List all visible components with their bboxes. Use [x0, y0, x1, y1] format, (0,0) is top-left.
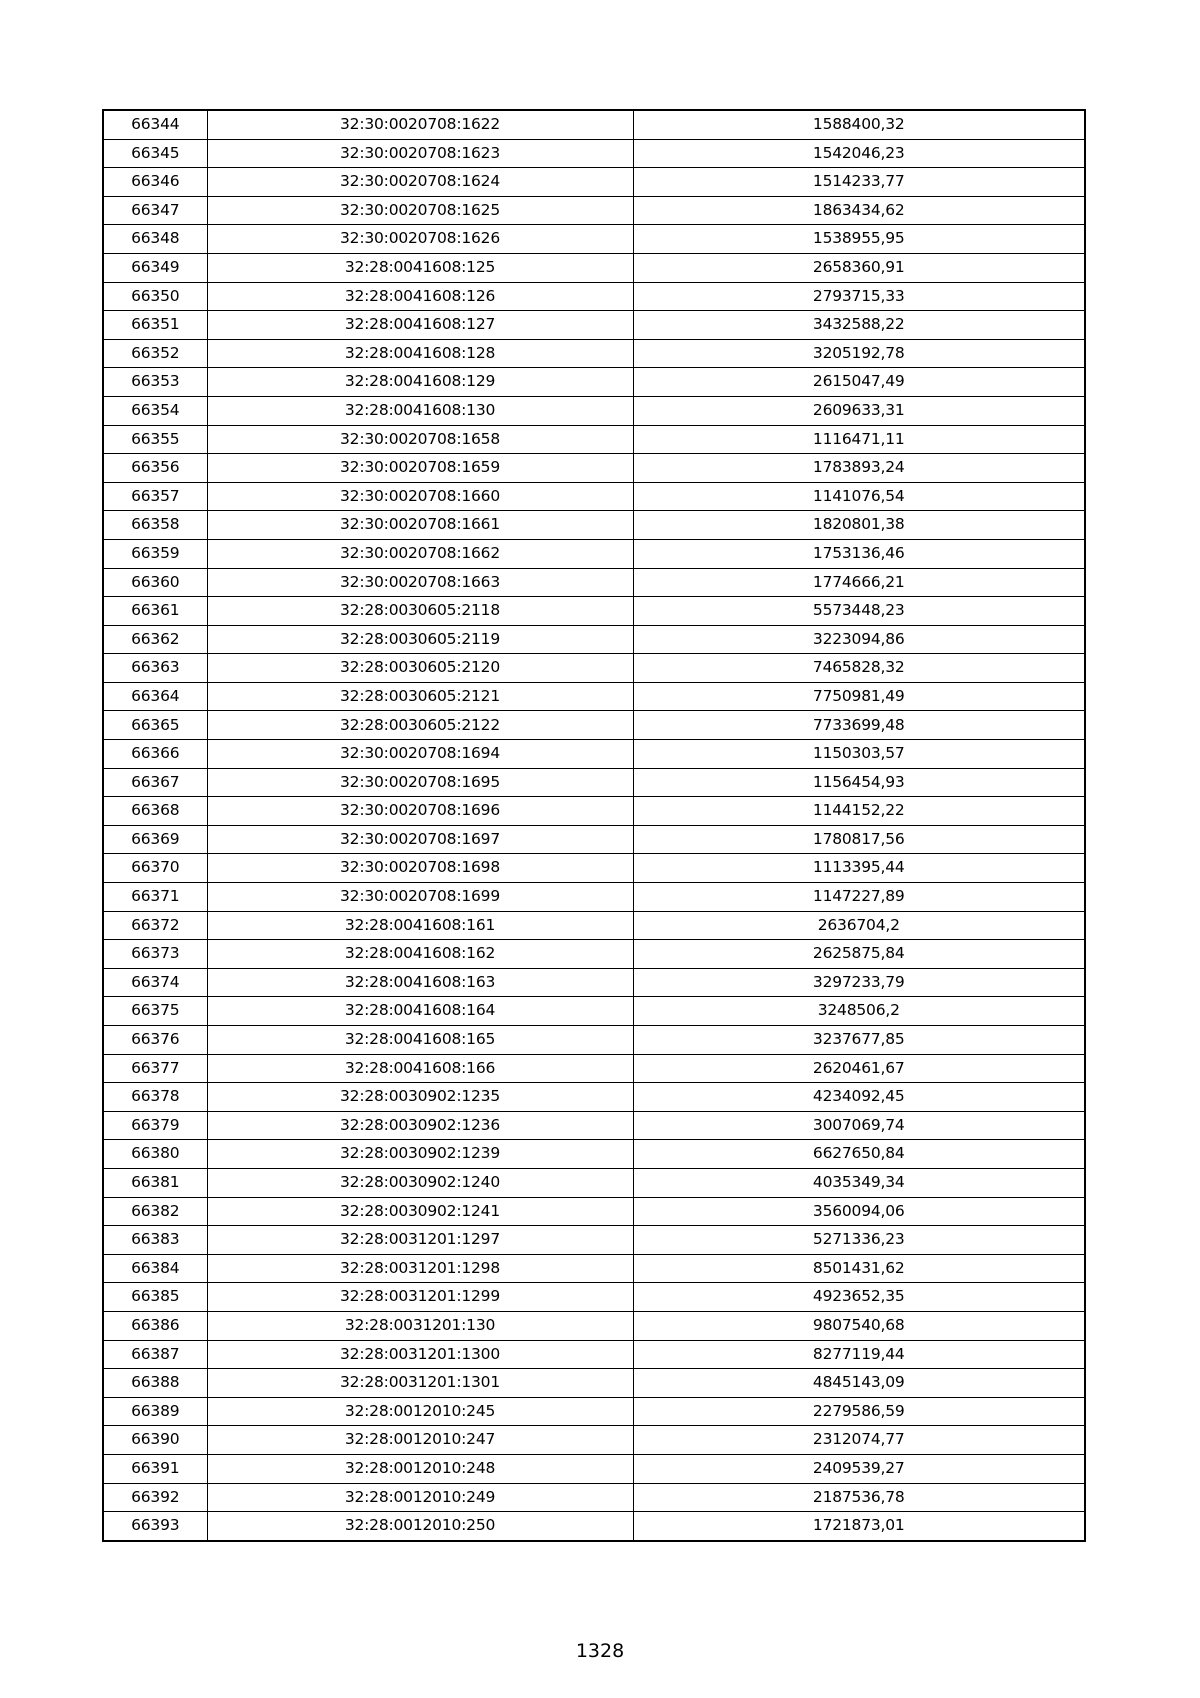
cadastral-number-cell: 32:30:0020708:1658	[207, 425, 633, 454]
table-row	[103, 1397, 1085, 1426]
value-cell: 1542046,23	[633, 139, 1085, 168]
value-cell: 8501431,62	[633, 1254, 1085, 1283]
table-row	[103, 1311, 1085, 1340]
table-row	[103, 625, 1085, 654]
value-cell: 4923652,35	[633, 1283, 1085, 1312]
cadastral-number-cell: 32:28:0012010:249	[207, 1483, 633, 1512]
value-cell: 1863434,62	[633, 196, 1085, 225]
cadastral-number-cell: 32:30:0020708:1663	[207, 568, 633, 597]
register-table	[102, 109, 1086, 1542]
value-cell: 1820801,38	[633, 511, 1085, 540]
row-number-cell: 66386	[103, 1311, 207, 1340]
row-number-cell: 66377	[103, 1054, 207, 1083]
page-number: 1328	[575, 1640, 625, 1662]
value-cell: 2620461,67	[633, 1054, 1085, 1083]
cadastral-number-cell: 32:28:0030605:2119	[207, 625, 633, 654]
value-cell: 2312074,77	[633, 1426, 1085, 1455]
cadastral-number-cell: 32:30:0020708:1661	[207, 511, 633, 540]
table-row	[103, 768, 1085, 797]
row-number-cell: 66375	[103, 997, 207, 1026]
table-row	[103, 740, 1085, 769]
table-row	[103, 854, 1085, 883]
cadastral-number-cell: 32:30:0020708:1662	[207, 539, 633, 568]
value-cell: 1753136,46	[633, 539, 1085, 568]
row-number-cell: 66359	[103, 539, 207, 568]
value-cell: 4845143,09	[633, 1369, 1085, 1398]
value-cell: 9807540,68	[633, 1311, 1085, 1340]
table-row	[103, 883, 1085, 912]
table-row	[103, 940, 1085, 969]
value-cell: 2609633,31	[633, 396, 1085, 425]
row-number-cell: 66358	[103, 511, 207, 540]
value-cell: 1144152,22	[633, 797, 1085, 826]
value-cell: 1113395,44	[633, 854, 1085, 883]
table-row	[103, 997, 1085, 1026]
row-number-cell: 66356	[103, 454, 207, 483]
row-number-cell: 66344	[103, 110, 207, 139]
row-number-cell: 66370	[103, 854, 207, 883]
cadastral-number-cell: 32:30:0020708:1625	[207, 196, 633, 225]
table-row	[103, 711, 1085, 740]
row-number-cell: 66392	[103, 1483, 207, 1512]
row-number-cell: 66368	[103, 797, 207, 826]
value-cell: 1721873,01	[633, 1512, 1085, 1541]
cadastral-number-cell: 32:28:0041608:127	[207, 311, 633, 340]
row-number-cell: 66373	[103, 940, 207, 969]
value-cell: 1588400,32	[633, 110, 1085, 139]
table-row	[103, 1512, 1085, 1541]
value-cell: 3432588,22	[633, 311, 1085, 340]
table-row	[103, 454, 1085, 483]
row-number-cell: 66345	[103, 139, 207, 168]
row-number-cell: 66389	[103, 1397, 207, 1426]
row-number-cell: 66382	[103, 1197, 207, 1226]
row-number-cell: 66388	[103, 1369, 207, 1398]
table-row	[103, 1454, 1085, 1483]
value-cell: 2187536,78	[633, 1483, 1085, 1512]
value-cell: 2625875,84	[633, 940, 1085, 969]
cadastral-number-cell: 32:30:0020708:1626	[207, 225, 633, 254]
table-row	[103, 368, 1085, 397]
row-number-cell: 66348	[103, 225, 207, 254]
row-number-cell: 66371	[103, 883, 207, 912]
table-row	[103, 253, 1085, 282]
table-row	[103, 568, 1085, 597]
cadastral-number-cell: 32:28:0030902:1241	[207, 1197, 633, 1226]
table-row	[103, 196, 1085, 225]
value-cell: 1156454,93	[633, 768, 1085, 797]
table-row	[103, 425, 1085, 454]
value-cell: 4234092,45	[633, 1083, 1085, 1112]
cadastral-number-cell: 32:30:0020708:1695	[207, 768, 633, 797]
row-number-cell: 66384	[103, 1254, 207, 1283]
cadastral-number-cell: 32:28:0030605:2122	[207, 711, 633, 740]
table-row	[103, 1140, 1085, 1169]
table-row	[103, 825, 1085, 854]
table-row	[103, 1226, 1085, 1255]
value-cell: 2409539,27	[633, 1454, 1085, 1483]
table-row	[103, 911, 1085, 940]
value-cell: 1150303,57	[633, 740, 1085, 769]
row-number-cell: 66364	[103, 682, 207, 711]
value-cell: 7750981,49	[633, 682, 1085, 711]
cadastral-number-cell: 32:28:0041608:164	[207, 997, 633, 1026]
table-row	[103, 1340, 1085, 1369]
register-table-body	[103, 110, 1085, 1541]
cadastral-number-cell: 32:28:0031201:1301	[207, 1369, 633, 1398]
row-number-cell: 66387	[103, 1340, 207, 1369]
row-number-cell: 66367	[103, 768, 207, 797]
row-number-cell: 66361	[103, 597, 207, 626]
table-row	[103, 1083, 1085, 1112]
table-row	[103, 511, 1085, 540]
table-row	[103, 1111, 1085, 1140]
cadastral-number-cell: 32:28:0031201:130	[207, 1311, 633, 1340]
table-row	[103, 168, 1085, 197]
cadastral-number-cell: 32:28:0041608:128	[207, 339, 633, 368]
cadastral-number-cell: 32:28:0030605:2121	[207, 682, 633, 711]
value-cell: 3248506,2	[633, 997, 1085, 1026]
cadastral-number-cell: 32:28:0041608:163	[207, 968, 633, 997]
value-cell: 1774666,21	[633, 568, 1085, 597]
value-cell: 1141076,54	[633, 482, 1085, 511]
cadastral-number-cell: 32:28:0031201:1299	[207, 1283, 633, 1312]
cadastral-number-cell: 32:28:0041608:161	[207, 911, 633, 940]
value-cell: 2658360,91	[633, 253, 1085, 282]
cadastral-number-cell: 32:28:0012010:245	[207, 1397, 633, 1426]
row-number-cell: 66366	[103, 740, 207, 769]
value-cell: 8277119,44	[633, 1340, 1085, 1369]
row-number-cell: 66346	[103, 168, 207, 197]
table-row	[103, 139, 1085, 168]
table-row	[103, 597, 1085, 626]
cadastral-number-cell: 32:28:0030902:1236	[207, 1111, 633, 1140]
value-cell: 3560094,06	[633, 1197, 1085, 1226]
value-cell: 2615047,49	[633, 368, 1085, 397]
value-cell: 1538955,95	[633, 225, 1085, 254]
cadastral-number-cell: 32:28:0031201:1298	[207, 1254, 633, 1283]
row-number-cell: 66352	[103, 339, 207, 368]
table-row	[103, 225, 1085, 254]
row-number-cell: 66357	[103, 482, 207, 511]
table-row	[103, 1426, 1085, 1455]
value-cell: 1147227,89	[633, 883, 1085, 912]
value-cell: 3223094,86	[633, 625, 1085, 654]
value-cell: 3297233,79	[633, 968, 1085, 997]
value-cell: 1780817,56	[633, 825, 1085, 854]
cadastral-number-cell: 32:28:0030605:2120	[207, 654, 633, 683]
row-number-cell: 66385	[103, 1283, 207, 1312]
cadastral-number-cell: 32:28:0041608:165	[207, 1026, 633, 1055]
row-number-cell: 66355	[103, 425, 207, 454]
row-number-cell: 66390	[103, 1426, 207, 1455]
cadastral-number-cell: 32:30:0020708:1624	[207, 168, 633, 197]
value-cell: 3205192,78	[633, 339, 1085, 368]
row-number-cell: 66365	[103, 711, 207, 740]
table-row	[103, 1026, 1085, 1055]
cadastral-number-cell: 32:28:0041608:129	[207, 368, 633, 397]
row-number-cell: 66354	[103, 396, 207, 425]
cadastral-number-cell: 32:30:0020708:1660	[207, 482, 633, 511]
cadastral-number-cell: 32:30:0020708:1699	[207, 883, 633, 912]
cadastral-number-cell: 32:28:0012010:250	[207, 1512, 633, 1541]
table-row	[103, 539, 1085, 568]
cadastral-number-cell: 32:28:0041608:162	[207, 940, 633, 969]
table-row	[103, 396, 1085, 425]
cadastral-number-cell: 32:30:0020708:1622	[207, 110, 633, 139]
table-row	[103, 682, 1085, 711]
value-cell: 7733699,48	[633, 711, 1085, 740]
value-cell: 6627650,84	[633, 1140, 1085, 1169]
row-number-cell: 66379	[103, 1111, 207, 1140]
table-row	[103, 1168, 1085, 1197]
cadastral-number-cell: 32:28:0031201:1300	[207, 1340, 633, 1369]
cadastral-number-cell: 32:28:0041608:130	[207, 396, 633, 425]
value-cell: 1783893,24	[633, 454, 1085, 483]
row-number-cell: 66349	[103, 253, 207, 282]
row-number-cell: 66353	[103, 368, 207, 397]
cadastral-number-cell: 32:28:0031201:1297	[207, 1226, 633, 1255]
cadastral-number-cell: 32:28:0012010:248	[207, 1454, 633, 1483]
row-number-cell: 66393	[103, 1512, 207, 1541]
row-number-cell: 66374	[103, 968, 207, 997]
row-number-cell: 66383	[103, 1226, 207, 1255]
table-row	[103, 339, 1085, 368]
cadastral-number-cell: 32:30:0020708:1696	[207, 797, 633, 826]
cadastral-number-cell: 32:28:0030902:1239	[207, 1140, 633, 1169]
value-cell: 4035349,34	[633, 1168, 1085, 1197]
cadastral-number-cell: 32:28:0041608:166	[207, 1054, 633, 1083]
row-number-cell: 66380	[103, 1140, 207, 1169]
row-number-cell: 66351	[103, 311, 207, 340]
cadastral-number-cell: 32:30:0020708:1697	[207, 825, 633, 854]
cadastral-number-cell: 32:28:0012010:247	[207, 1426, 633, 1455]
table-row	[103, 654, 1085, 683]
row-number-cell: 66360	[103, 568, 207, 597]
table-row	[103, 482, 1085, 511]
cadastral-number-cell: 32:28:0030902:1235	[207, 1083, 633, 1112]
cadastral-number-cell: 32:28:0030605:2118	[207, 597, 633, 626]
row-number-cell: 66378	[103, 1083, 207, 1112]
value-cell: 2793715,33	[633, 282, 1085, 311]
row-number-cell: 66363	[103, 654, 207, 683]
value-cell: 5573448,23	[633, 597, 1085, 626]
row-number-cell: 66372	[103, 911, 207, 940]
table-row	[103, 1283, 1085, 1312]
cadastral-number-cell: 32:28:0041608:126	[207, 282, 633, 311]
value-cell: 1514233,77	[633, 168, 1085, 197]
cadastral-number-cell: 32:30:0020708:1623	[207, 139, 633, 168]
cadastral-number-cell: 32:30:0020708:1698	[207, 854, 633, 883]
value-cell: 2636704,2	[633, 911, 1085, 940]
table-row	[103, 1254, 1085, 1283]
value-cell: 1116471,11	[633, 425, 1085, 454]
value-cell: 3237677,85	[633, 1026, 1085, 1055]
value-cell: 3007069,74	[633, 1111, 1085, 1140]
table-row	[103, 1369, 1085, 1398]
table-row	[103, 1197, 1085, 1226]
table-row	[103, 1483, 1085, 1512]
value-cell: 2279586,59	[633, 1397, 1085, 1426]
table-row	[103, 282, 1085, 311]
row-number-cell: 66381	[103, 1168, 207, 1197]
cadastral-number-cell: 32:30:0020708:1694	[207, 740, 633, 769]
table-row	[103, 311, 1085, 340]
cadastral-number-cell: 32:28:0030902:1240	[207, 1168, 633, 1197]
row-number-cell: 66376	[103, 1026, 207, 1055]
cadastral-number-cell: 32:30:0020708:1659	[207, 454, 633, 483]
row-number-cell: 66347	[103, 196, 207, 225]
row-number-cell: 66350	[103, 282, 207, 311]
table-row	[103, 110, 1085, 139]
row-number-cell: 66362	[103, 625, 207, 654]
row-number-cell: 66369	[103, 825, 207, 854]
value-cell: 5271336,23	[633, 1226, 1085, 1255]
table-row	[103, 968, 1085, 997]
table-row	[103, 1054, 1085, 1083]
row-number-cell: 66391	[103, 1454, 207, 1483]
table-row	[103, 797, 1085, 826]
cadastral-number-cell: 32:28:0041608:125	[207, 253, 633, 282]
value-cell: 7465828,32	[633, 654, 1085, 683]
